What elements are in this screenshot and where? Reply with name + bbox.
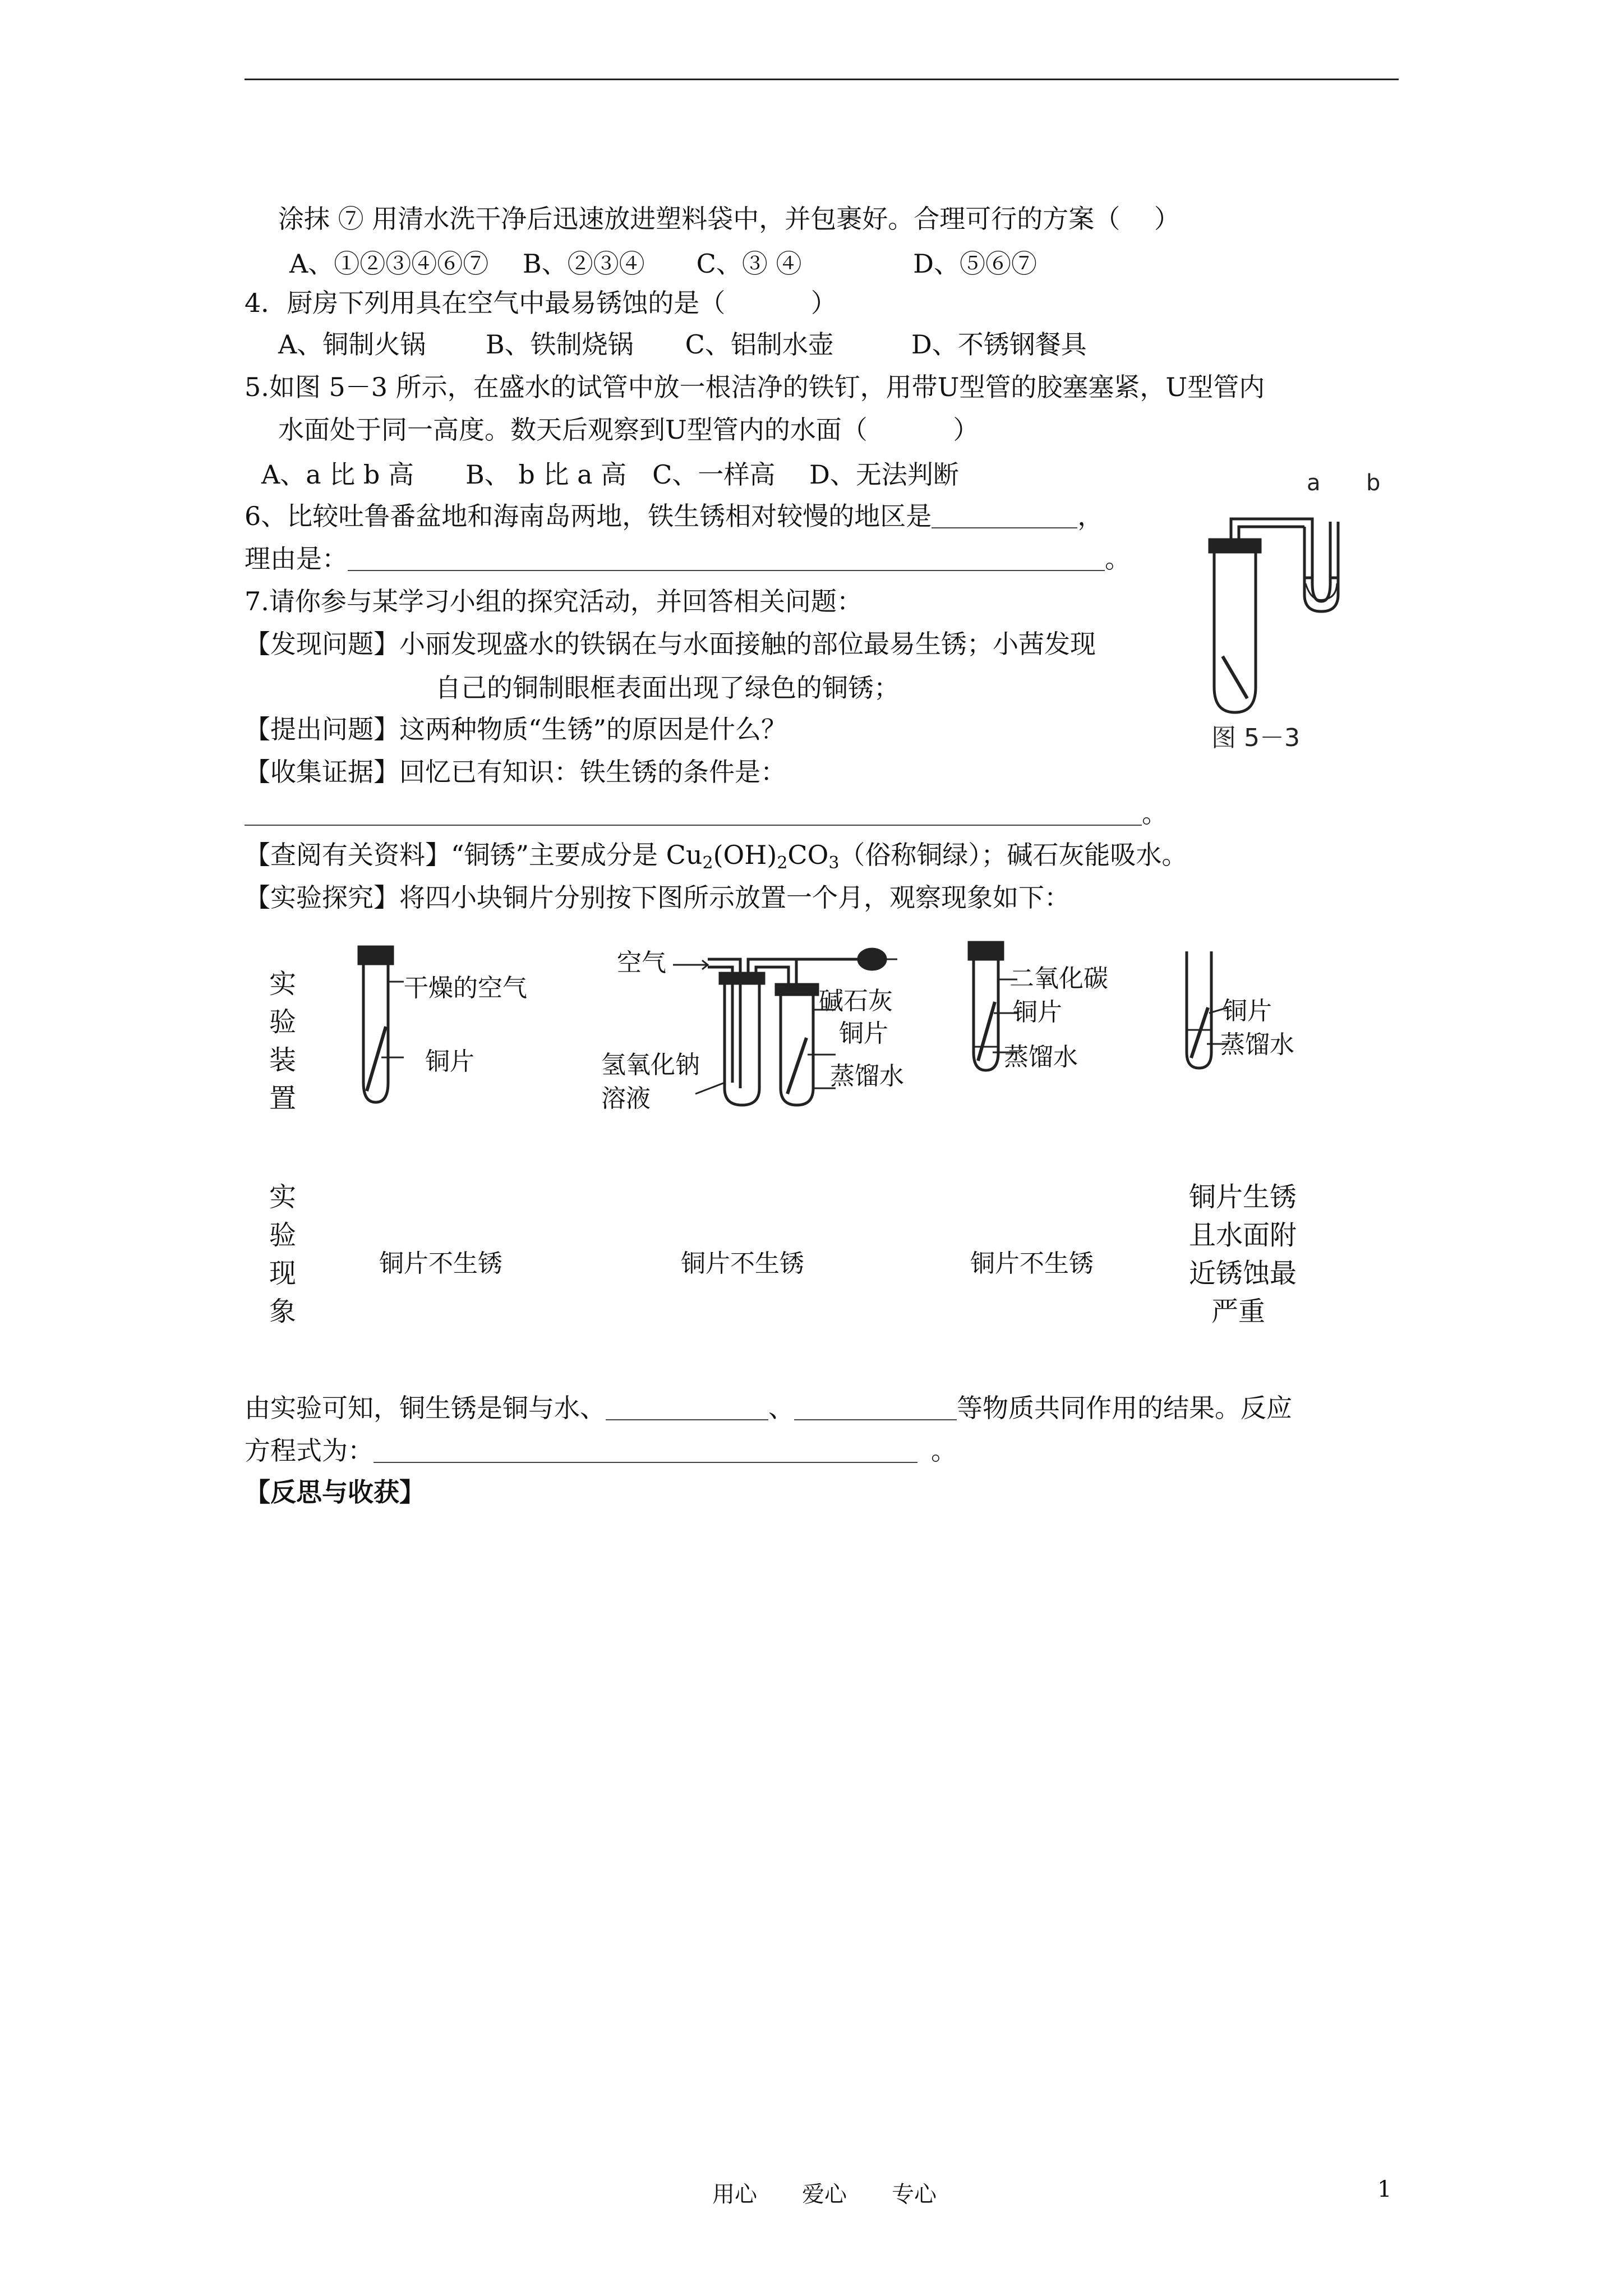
result4-line: 且水面附 [1189, 1220, 1297, 1251]
result1: 铜片不生锈 [379, 1249, 502, 1278]
q7-discover-1: 【发现问题】小丽发现盛水的铁锅在与水面接触的部位最易生锈；小茜发现 [245, 629, 1096, 659]
fig53-label-b: b [1366, 470, 1381, 496]
phenomenon-label-char: 象 [269, 1296, 297, 1327]
phenomenon-label [269, 1178, 303, 1331]
result4 [1189, 1178, 1335, 1331]
q7-lookup-sub1: 2 [702, 853, 713, 873]
q7-lookup-text-d: （俗称铜绿）；碱石灰能吸水。 [839, 840, 1188, 870]
phenomenon-label-char: 现 [269, 1258, 297, 1289]
fig53-caption: 图 5－3 [1211, 724, 1300, 752]
equation-blank[interactable] [374, 1439, 917, 1463]
setup2-naoh-label-2: 溶液 [601, 1084, 651, 1113]
conclusion-text-c: 等物质共同作用的结果。反应 [957, 1393, 1292, 1423]
q6-line2 [245, 542, 1131, 576]
q4-stem: 4．厨房下列用具在空气中最易锈蚀的是（ ） [245, 288, 837, 318]
result4-line: 铜片生锈 [1189, 1181, 1297, 1213]
device-label [269, 965, 303, 1117]
q6-region-blank[interactable] [932, 505, 1077, 528]
q6-line1 [245, 499, 1103, 533]
setup3-water-label: 蒸馏水 [1004, 1043, 1078, 1071]
setup2-naoh-label-1: 氢氧化钠 [601, 1051, 700, 1079]
q6-reason-blank[interactable] [348, 547, 1105, 571]
conclusion-text-a: 由实验可知，铜生锈是铜与水、 [245, 1393, 606, 1423]
setup2-drawing [673, 942, 953, 1111]
setup2-soda-lime-label: 碱石灰 [819, 987, 893, 1015]
q6-line1-comma: ， [1077, 501, 1104, 531]
q7-explore: 【实验探究】将四小块铜片分别按下图所示放置一个月，观察现象如下： [245, 882, 1070, 913]
q7-raise: 【提出问题】这两种物质“生锈”的原因是什么？ [245, 714, 787, 744]
q5-line1: 5.如图 5－3 所示，在盛水的试管中放一根洁净的铁钉，用带U型管的胶塞塞紧，U型管内 [245, 372, 1265, 402]
result2: 铜片不生锈 [681, 1249, 804, 1278]
q5-options: A、a 比 b 高 B、 b 比 a 高 C、一样高 D、无法判断 [261, 459, 959, 490]
setup4-copper-label: 铜片 [1223, 997, 1272, 1025]
q3-options: A、①②③④⑥⑦ B、②③④ C、③ ④ D、⑤⑥⑦ [289, 249, 1037, 279]
phenomenon-label-char: 验 [269, 1220, 297, 1251]
conclusion-blank-2[interactable] [794, 1397, 957, 1420]
setup4-water-label: 蒸馏水 [1220, 1030, 1294, 1059]
setup1-copper-label: 铜片 [425, 1047, 474, 1076]
q7-collect-period: 。 [1142, 798, 1168, 829]
conclusion-line1 [245, 1391, 1292, 1425]
q3-line1: 涂抹 ⑦ 用清水洗干净后迅速放进塑料袋中，并包裹好。合理可行的方案（ ） [278, 204, 1180, 234]
q7-lookup-sub3: 3 [828, 853, 840, 873]
conclusion-period: 。 [931, 1435, 957, 1466]
q7-lookup-text-b: (OH) [713, 840, 777, 870]
conclusion-line2 [245, 1434, 957, 1467]
q7-lookup-text-c: CO [787, 840, 829, 870]
conclusion-separator: 、 [768, 1393, 794, 1423]
q7-intro: 7.请你参与某学习小组的探究活动，并回答相关问题： [245, 586, 863, 616]
setup2-copper-label: 铜片 [839, 1019, 888, 1048]
result4-line: 近锈蚀最 [1189, 1258, 1297, 1289]
phenomenon-label-char: 实 [269, 1181, 297, 1213]
result3: 铜片不生锈 [970, 1249, 1094, 1278]
q7-lookup [245, 838, 1187, 880]
q7-discover-2: 自己的铜制眼框表面出现了绿色的铜锈； [435, 673, 900, 703]
q7-lookup-text-a: 【查阅有关资料】“铜锈”主要成分是 Cu [245, 840, 703, 870]
setup3-co2-label: 二氧化碳 [1009, 964, 1108, 993]
conclusion-blank-1[interactable] [606, 1397, 768, 1420]
q7-collect-blank-line [245, 797, 1168, 830]
setup1-air-label: 干燥的空气 [404, 974, 527, 1002]
q5-line2: 水面处于同一高度。数天后观察到U型管内的水面（ ） [278, 415, 979, 445]
device-label-char: 验 [269, 1006, 297, 1038]
setup3-copper-label: 铜片 [1013, 998, 1062, 1027]
q6-reason-label: 理由是： [245, 544, 348, 574]
q6-line1-text: 6、比较吐鲁番盆地和海南岛两地，铁生锈相对较慢的地区是 [245, 501, 932, 531]
q7-collect: 【收集证据】回忆已有知识：铁生锈的条件是： [245, 757, 786, 787]
setup2-air-label: 空气 [617, 949, 666, 977]
device-label-char: 置 [269, 1083, 297, 1114]
footer-motto: 用心 爱心 专心 [712, 2182, 937, 2207]
result4-line: 严重 [1211, 1296, 1266, 1327]
device-label-char: 实 [269, 968, 297, 1000]
reflect-heading: 【反思与收获】 [245, 1477, 425, 1507]
page-number: 1 [1377, 2177, 1392, 2202]
setup1-drawing [342, 942, 409, 1111]
q4-options: A、铜制火锅 B、铁制烧锅 C、铝制水壶 D、不锈钢餐具 [278, 329, 1087, 360]
device-label-char: 装 [269, 1045, 297, 1076]
header-rule [245, 79, 1399, 80]
q6-line2-period: 。 [1105, 544, 1131, 574]
setup2-water-label: 蒸馏水 [830, 1062, 904, 1091]
equation-label: 方程式为： [245, 1435, 374, 1466]
fig53-label-a: a [1307, 470, 1321, 496]
q7-lookup-sub2: 2 [777, 853, 788, 873]
figure-5-3 [1200, 466, 1391, 757]
q7-iron-rust-condition-blank[interactable] [245, 802, 1142, 826]
